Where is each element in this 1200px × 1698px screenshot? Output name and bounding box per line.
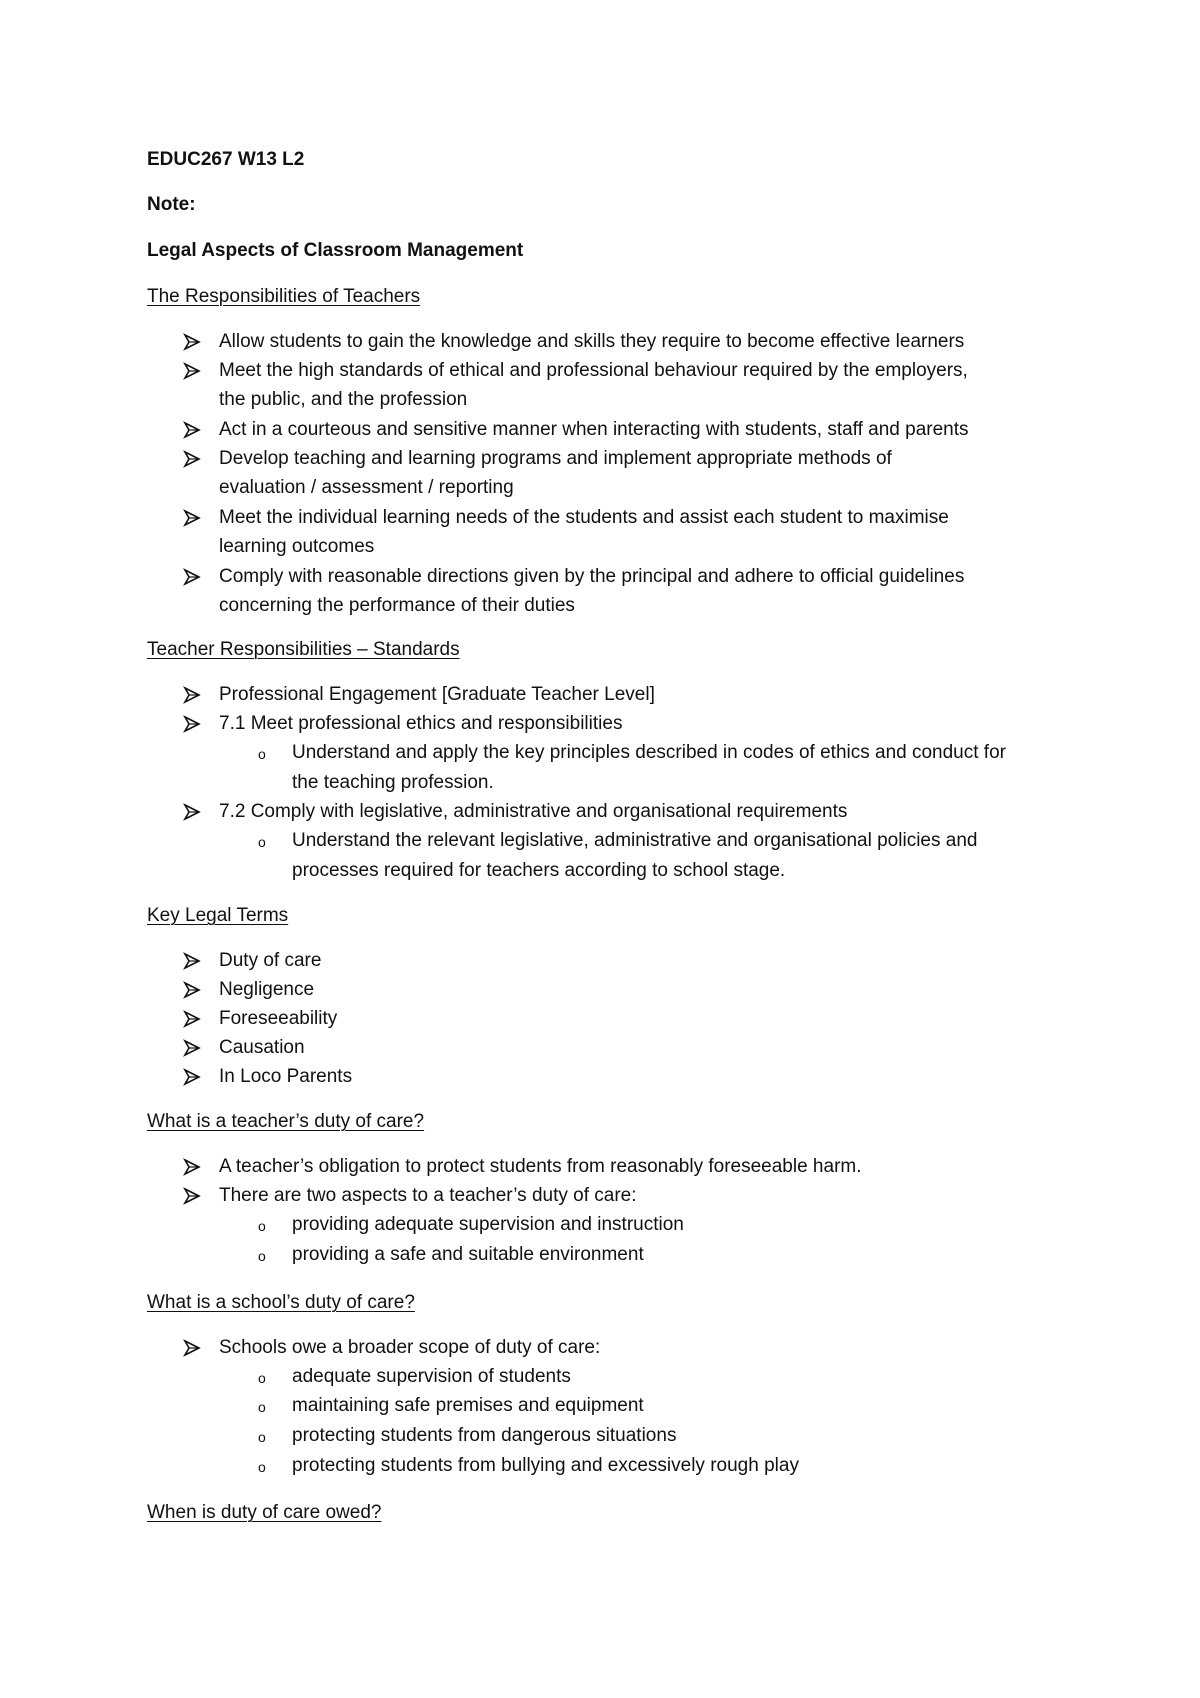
circle-bullet-icon: o bbox=[258, 834, 266, 850]
list-item: 7.1 Meet professional ethics and responsibilities bbox=[219, 713, 623, 734]
arrow-bullet-icon bbox=[183, 1187, 201, 1205]
note-label: Note: bbox=[147, 194, 196, 215]
arrow-bullet-icon bbox=[183, 568, 201, 586]
sub-list-item: providing a safe and suitable environment bbox=[292, 1244, 644, 1265]
circle-bullet-icon: o bbox=[258, 1459, 266, 1475]
arrow-bullet-icon bbox=[183, 1010, 201, 1028]
section-heading-teacher-duty: What is a teacher’s duty of care? bbox=[147, 1111, 425, 1132]
list-item: Negligence bbox=[219, 979, 315, 1000]
circle-bullet-icon: o bbox=[258, 1218, 266, 1234]
section-heading-standards: Teacher Responsibilities – Standards bbox=[147, 639, 460, 660]
list-item: Professional Engagement [Graduate Teacher Level] bbox=[219, 684, 655, 705]
sub-list-item: protecting students from dangerous situations bbox=[292, 1425, 677, 1446]
section-heading-terms: Key Legal Terms bbox=[147, 905, 289, 926]
list-item: Meet the individual learning needs of the students and assist each student to maximise bbox=[219, 507, 949, 528]
arrow-bullet-icon bbox=[183, 1158, 201, 1176]
list-item-continuation: the public, and the profession bbox=[219, 389, 468, 410]
list-item-continuation: concerning the performance of their duties bbox=[219, 595, 575, 616]
sub-list-item: Understand the relevant legislative, administrative and organisational policies and bbox=[292, 830, 978, 851]
circle-bullet-icon: o bbox=[258, 1248, 266, 1264]
arrow-bullet-icon bbox=[183, 1068, 201, 1086]
section-heading-when-owed: When is duty of care owed? bbox=[147, 1502, 382, 1523]
list-item: Develop teaching and learning programs and implement appropriate methods of bbox=[219, 448, 892, 469]
sub-list-item: protecting students from bullying and excessively rough play bbox=[292, 1455, 799, 1476]
list-item: Allow students to gain the knowledge and skills they require to become effective learners bbox=[219, 331, 965, 352]
arrow-bullet-icon bbox=[183, 362, 201, 380]
list-item-continuation: evaluation / assessment / reporting bbox=[219, 477, 514, 498]
list-item: Meet the high standards of ethical and professional behaviour required by the employers, bbox=[219, 360, 968, 381]
arrow-bullet-icon bbox=[183, 715, 201, 733]
sub-list-item-continuation: processes required for teachers according to school stage. bbox=[292, 860, 786, 881]
list-item: In Loco Parents bbox=[219, 1066, 353, 1087]
arrow-bullet-icon bbox=[183, 686, 201, 704]
circle-bullet-icon: o bbox=[258, 746, 266, 762]
section-heading-responsibilities: The Responsibilities of Teachers bbox=[147, 286, 421, 307]
list-item: Duty of care bbox=[219, 950, 322, 971]
arrow-bullet-icon bbox=[183, 509, 201, 527]
arrow-bullet-icon bbox=[183, 981, 201, 999]
sub-list-item-continuation: the teaching profession. bbox=[292, 772, 494, 793]
circle-bullet-icon: o bbox=[258, 1370, 266, 1386]
list-item: Causation bbox=[219, 1037, 305, 1058]
list-item: Comply with reasonable directions given by the principal and adhere to official guidelines bbox=[219, 566, 965, 587]
course-code: EDUC267 W13 L2 bbox=[147, 149, 305, 170]
list-item: Foreseeability bbox=[219, 1008, 338, 1029]
list-item: Act in a courteous and sensitive manner when interacting with students, staff and parents bbox=[219, 419, 969, 440]
arrow-bullet-icon bbox=[183, 1039, 201, 1057]
arrow-bullet-icon bbox=[183, 421, 201, 439]
list-item: A teacher’s obligation to protect students from reasonably foreseeable harm. bbox=[219, 1156, 862, 1177]
list-item: 7.2 Comply with legislative, administrative and organisational requirements bbox=[219, 801, 848, 822]
sub-list-item: providing adequate supervision and instruction bbox=[292, 1214, 684, 1235]
section-heading-school-duty: What is a school’s duty of care? bbox=[147, 1292, 415, 1313]
circle-bullet-icon: o bbox=[258, 1399, 266, 1415]
sub-list-item: adequate supervision of students bbox=[292, 1366, 571, 1387]
sub-list-item: Understand and apply the key principles described in codes of ethics and conduct for bbox=[292, 742, 1006, 763]
list-item: Schools owe a broader scope of duty of care: bbox=[219, 1337, 601, 1358]
sub-list-item: maintaining safe premises and equipment bbox=[292, 1395, 644, 1416]
circle-bullet-icon: o bbox=[258, 1429, 266, 1445]
arrow-bullet-icon bbox=[183, 952, 201, 970]
list-item: There are two aspects to a teacher’s duty of care: bbox=[219, 1185, 637, 1206]
arrow-bullet-icon bbox=[183, 803, 201, 821]
arrow-bullet-icon bbox=[183, 1339, 201, 1357]
arrow-bullet-icon bbox=[183, 450, 201, 468]
list-item-continuation: learning outcomes bbox=[219, 536, 375, 557]
document-title: Legal Aspects of Classroom Management bbox=[147, 240, 524, 261]
arrow-bullet-icon bbox=[183, 333, 201, 351]
